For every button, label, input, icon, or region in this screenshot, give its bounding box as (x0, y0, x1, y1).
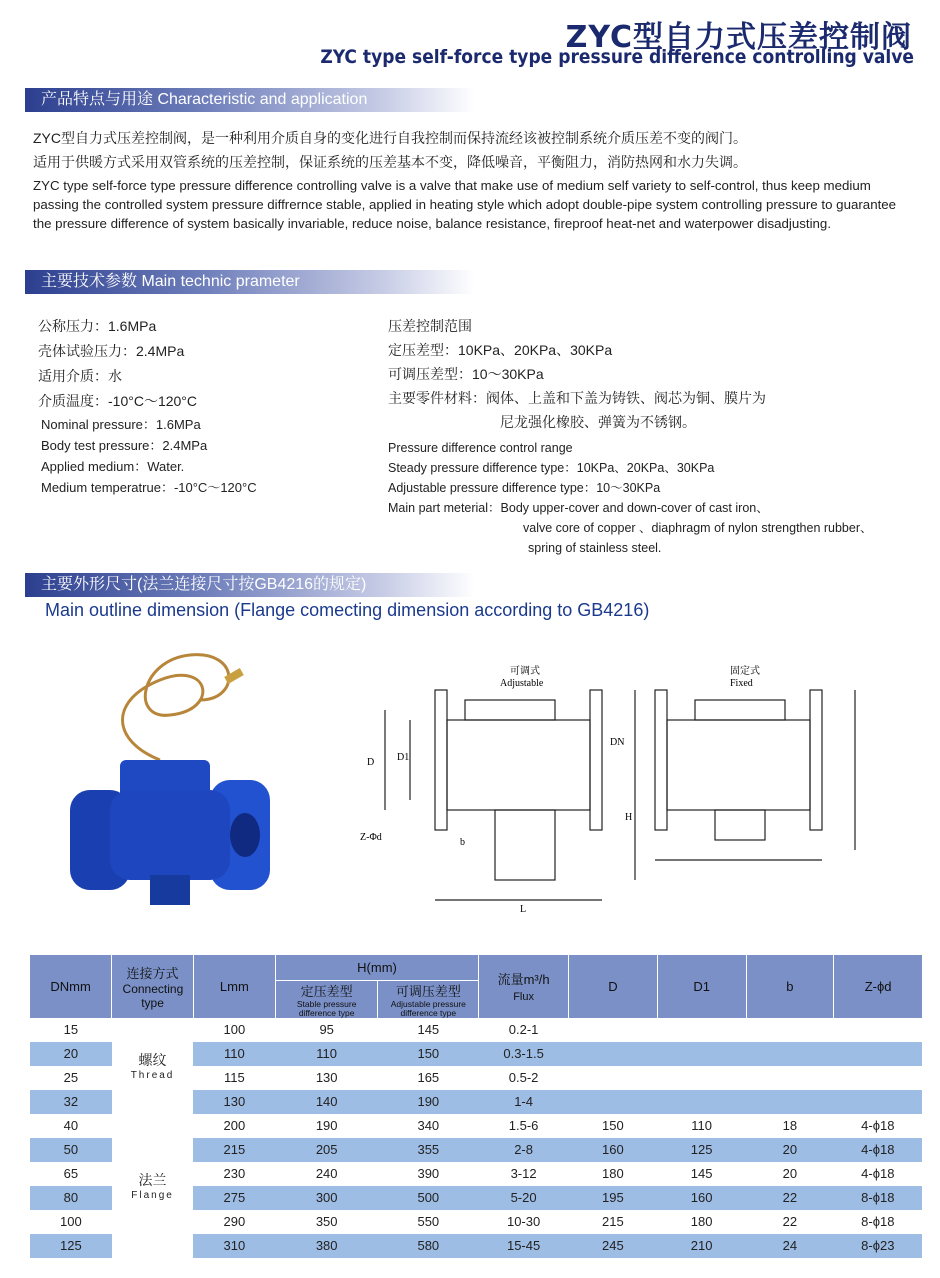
table-cell: 110 (691, 1118, 712, 1133)
table-cell: 145 (690, 1166, 713, 1181)
dimension-table (30, 955, 922, 1258)
table-cell: 290 (223, 1214, 246, 1229)
title-en: ZYC type self-force type pressure difference controlling valve (320, 46, 914, 68)
adjustable-label-en: Adjustable (500, 678, 544, 689)
outline-subtitle: Main outline dimension (Flange comecting dimension according to GB4216) (45, 600, 650, 620)
table-cell: 310 (193, 1234, 275, 1258)
col-connecting: 连接方式 Connecting type (112, 955, 194, 1018)
table-cell: 20 (782, 1166, 798, 1181)
table-cell (746, 1018, 834, 1042)
table-cell: 215 (193, 1138, 275, 1162)
param-left-cn: 适用介质：水 (38, 368, 122, 384)
table-cell: 355 (378, 1138, 479, 1162)
table-cell (746, 1042, 834, 1066)
dim-D1: D1 (397, 752, 410, 763)
table-cell: 5-20 (479, 1186, 569, 1210)
param-right-cn: 可调压差型：10～30KPa (388, 366, 544, 382)
col-dn: DNmm (30, 955, 112, 1018)
connecting-type-flange (112, 1114, 194, 1258)
dim-b: b (460, 837, 465, 848)
table-cell: 22 (746, 1186, 834, 1210)
pressure-tube-icon (123, 655, 229, 760)
table-cell (746, 1090, 834, 1114)
param-right-en: Adjustable pressure difference type：10～30KPa (388, 481, 661, 495)
table-cell: 125 (657, 1138, 746, 1162)
table-cell: 50 (30, 1138, 112, 1162)
param-left-en: Nominal pressure：1.6MPa (41, 417, 201, 432)
fixed-label-en: Fixed (730, 678, 753, 689)
params-right (388, 314, 873, 558)
table-cell: 190 (315, 1118, 338, 1133)
col-z: Z-ϕd (834, 955, 922, 1018)
table-cell: 4-ϕ18 (861, 1166, 895, 1181)
section-banner-technic: 主要技术参数 Main technic prameter (25, 270, 475, 294)
table-cell: 245 (569, 1234, 658, 1258)
table-cell: 100 (223, 1022, 246, 1037)
title-cn: ZYC型自力式压差控制阀 (565, 20, 912, 55)
param-right-en: Steady pressure difference type：10KPa、20KPa、30KPa (388, 461, 715, 475)
table-cell: 130 (193, 1090, 275, 1114)
param-right-en: Main part meterial：Body upper-cover and down-cover of cast iron、 (388, 501, 769, 515)
table-cell (657, 1066, 746, 1090)
section-banner-outline: 主要外形尺寸(法兰连接尺寸按GB4216的规定) (25, 573, 475, 597)
table-cell: 240 (315, 1166, 338, 1181)
table-cell: 110 (193, 1042, 275, 1066)
table-row (30, 1018, 922, 1042)
param-right-cn: 定压差型：10KPa、20KPa、30KPa (388, 342, 613, 358)
param-left-cn: 介质温度：-10°C～120°C (38, 393, 198, 409)
table-cell: 8-ϕ18 (834, 1186, 922, 1210)
section-banner-characteristic: 产品特点与用途 Characteristic and application (25, 88, 475, 112)
table-cell: 160 (657, 1186, 746, 1210)
table-cell: 165 (417, 1070, 440, 1085)
table-cell: 65 (63, 1166, 79, 1181)
table-cell: 3-12 (510, 1166, 537, 1181)
table-cell (746, 1066, 834, 1090)
param-left-en: Medium temperatrue：-10°C～120°C (41, 480, 257, 495)
param-right-cn: 压差控制范围 (388, 318, 472, 334)
table-cell: 200 (223, 1118, 246, 1133)
param-left-cn: 公称压力：1.6MPa (38, 318, 157, 334)
description-en: ZYC type self-force type pressure difference controlling valve is a valve that make use of medium self variety to self-control, thus keep medium passing the controlled system pressure diffrernce stable, applied in heating style which adopt double-pipe system controlling pressure to guarantee the pressure difference of system basically invariable, reduce noise, balance resistance, fireproof heat-net and waterpower disadjusting. (33, 178, 897, 231)
table-cell: 80 (30, 1186, 112, 1210)
table-cell: 580 (378, 1234, 479, 1258)
table-cell (569, 1018, 658, 1042)
table-cell (834, 1090, 922, 1114)
table-cell: 340 (417, 1118, 440, 1133)
connecting-type-thread (112, 1018, 194, 1114)
table-cell: 115 (223, 1070, 245, 1085)
col-d: D (569, 955, 658, 1018)
table-cell: 210 (657, 1234, 746, 1258)
param-right-en: valve core of copper 、diaphragm of nylon strengthen rubber、 (523, 521, 873, 535)
dim-D: D (367, 757, 375, 768)
col-d1: D1 (657, 955, 746, 1018)
table-cell: 180 (690, 1214, 713, 1229)
table-cell: 22 (782, 1214, 798, 1229)
table-cell: 0.5-2 (508, 1070, 539, 1085)
table-cell: 95 (319, 1022, 334, 1037)
table-cell: 110 (275, 1042, 378, 1066)
table-cell: 10-30 (506, 1214, 541, 1229)
param-left-en: Applied medium：Water. (41, 459, 185, 474)
table-cell: 32 (30, 1090, 112, 1114)
col-adjustable: 可调压差型 Adjustable pressure difference type (378, 980, 479, 1018)
table-cell: 205 (275, 1138, 378, 1162)
table-cell: 20 (30, 1042, 112, 1066)
table-cell: 350 (315, 1214, 338, 1229)
table-cell: 0.2-1 (508, 1022, 539, 1037)
param-right-en: spring of stainless steel. (528, 541, 662, 555)
table-cell: 550 (417, 1214, 440, 1229)
params-left (38, 314, 257, 498)
table-cell: 275 (193, 1186, 275, 1210)
param-right-cn: 主要零件材料：阀体、上盖和下盖为铸铁、阀芯为铜、膜片为 (388, 390, 766, 406)
table-cell: 160 (569, 1138, 658, 1162)
table-cell (834, 1018, 922, 1042)
fixed-label-cn: 固定式 (730, 666, 760, 677)
table-cell: 100 (60, 1214, 82, 1229)
table-cell: 145 (417, 1022, 440, 1037)
col-l: Lmm (193, 955, 275, 1018)
valve-photo (50, 640, 290, 920)
table-cell: 125 (30, 1234, 112, 1258)
table-cell: 8-ϕ23 (834, 1234, 922, 1258)
table-cell: 15 (63, 1022, 79, 1037)
connecting-type-en: Thread (130, 1070, 175, 1081)
table-cell (834, 1042, 922, 1066)
table-cell: 25 (63, 1070, 79, 1085)
table-cell (569, 1042, 658, 1066)
table-cell: 300 (275, 1186, 378, 1210)
table-cell: 230 (223, 1166, 246, 1181)
description-cn-2: 适用于供暖方式采用双管系统的压差控制，保证系统的压差基本不变，降低噪音，平衡阻力，消防热网和水力失调。 (33, 154, 747, 170)
param-left-cn: 壳体试验压力：2.4MPa (38, 343, 185, 359)
table-cell: 500 (378, 1186, 479, 1210)
table-cell: 190 (378, 1090, 479, 1114)
table-cell: 180 (602, 1166, 624, 1181)
adjustable-label-cn: 可调式 (510, 666, 540, 677)
table-cell: 150 (602, 1118, 624, 1133)
table-cell: 8-ϕ18 (861, 1214, 895, 1229)
table-cell (657, 1090, 746, 1114)
dim-H: H (625, 812, 633, 823)
dim-L: L (520, 904, 527, 915)
table-cell: 2-8 (479, 1138, 569, 1162)
table-row (30, 1114, 922, 1138)
table-cell: 4-ϕ18 (861, 1118, 895, 1133)
table-cell: 0.3-1.5 (479, 1042, 569, 1066)
table-cell: 1-4 (479, 1090, 569, 1114)
table-cell (657, 1018, 746, 1042)
table-cell: 130 (315, 1070, 338, 1085)
table-cell (657, 1042, 746, 1066)
col-flux: 流量m³/h Flux (479, 955, 569, 1018)
dim-DN: DN (610, 737, 625, 748)
table-cell (569, 1090, 658, 1114)
table-cell: 24 (746, 1234, 834, 1258)
col-h: H(mm) (275, 955, 478, 980)
table-cell: 195 (569, 1186, 658, 1210)
param-right-cn: 尼龙强化橡胶、弹簧为不锈钢。 (500, 414, 696, 430)
table-cell: 215 (602, 1214, 624, 1229)
table-cell: 140 (275, 1090, 378, 1114)
table-cell (834, 1066, 922, 1090)
col-b: b (746, 955, 834, 1018)
dimension-drawing (355, 660, 915, 920)
table-cell: 380 (275, 1234, 378, 1258)
description-cn-1: ZYC型自力式压差控制阀，是一种利用介质自身的变化进行自我控制而保持流经该被控制系统介质压差不变的阀门。 (33, 130, 747, 146)
connecting-type-cn: 法兰 (138, 1172, 167, 1188)
table-cell: 390 (417, 1166, 440, 1181)
table-cell: 150 (378, 1042, 479, 1066)
table-cell: 20 (746, 1138, 834, 1162)
param-right-en: Pressure difference control range (388, 441, 573, 455)
table-cell: 4-ϕ18 (834, 1138, 922, 1162)
param-left-en: Body test pressure：2.4MPa (41, 438, 208, 453)
table-cell: 1.5-6 (508, 1118, 539, 1133)
connecting-type-en: Flange (131, 1190, 174, 1201)
dim-Z: Z-Φd (360, 832, 382, 843)
col-stable: 定压差型 Stable pressure difference type (275, 980, 378, 1018)
table-cell: 18 (782, 1118, 798, 1133)
table-cell: 15-45 (479, 1234, 569, 1258)
table-cell: 40 (63, 1118, 79, 1133)
connecting-type-cn: 螺纹 (138, 1052, 167, 1068)
table-cell (569, 1066, 658, 1090)
